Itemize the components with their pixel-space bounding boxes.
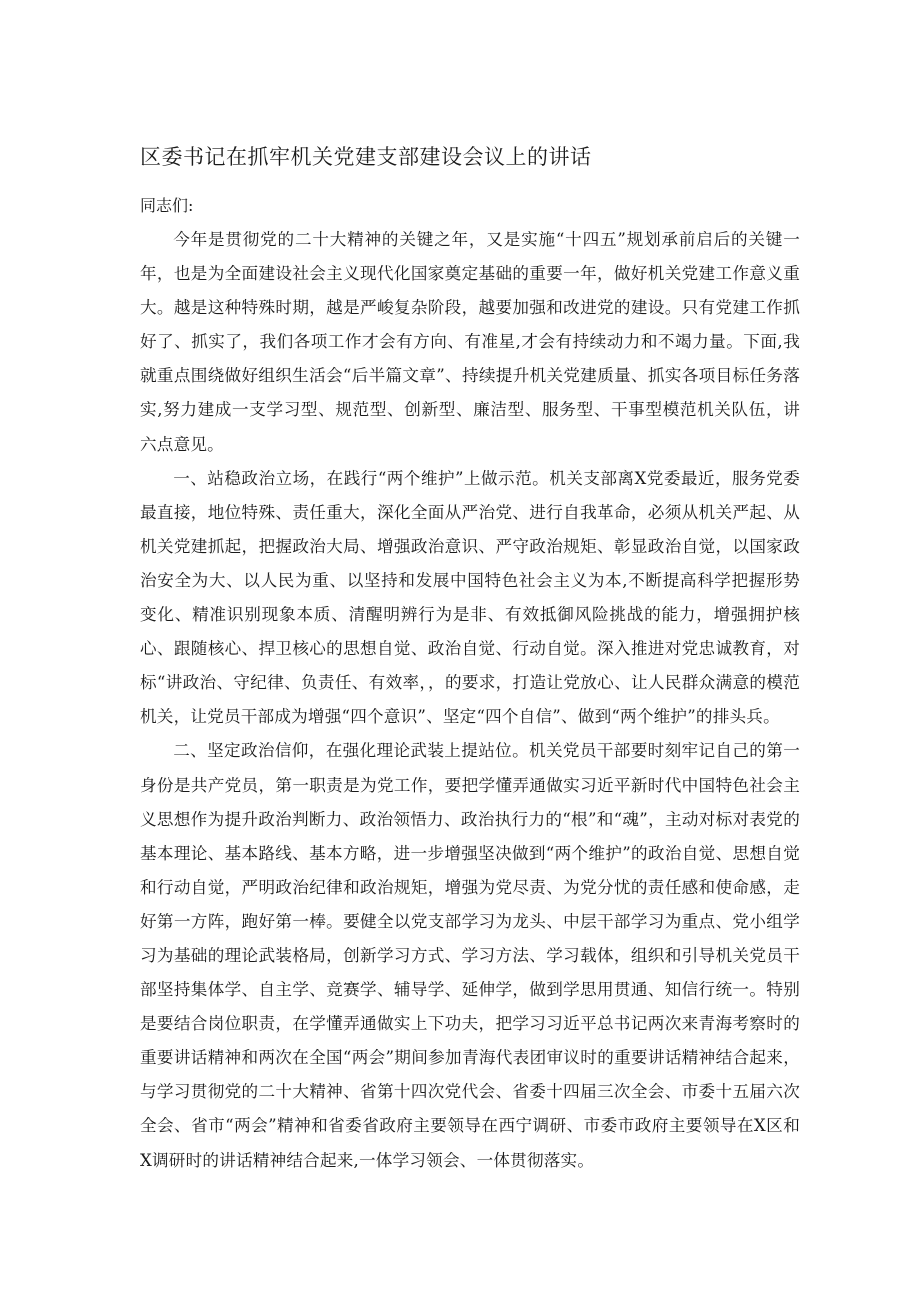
paragraph-section-two: 二、坚定政治信仰，在强化理论武装上提站位。机关党员干部要时刻牢记自己的第一身份是共产党员，第一职责是为党工作，要把学懂弄通做实习近平新时代中国特色社会主义思想作为提升政治判断力、政治领悟力、政治执行力的“根”和“魂”，主动对标对表党的基本理论、基本路线、基本方略，进一步增强坚决做到“两个维护”的政治自觉、思想自觉和行动自觉，严明政治纪律和政治规矩，增强为党尽责、为党分忧的责任感和使命感，走好第一方阵，跑好第一棒。要健全以党支部学习为龙头、中层干部学习为重点、党小组学习为基础的理论武装格局，创新学习方式、学习方法、学习载体，组织和引导机关党员干部坚持集体学、自主学、竞赛学、辅导学、延伸学，做到学思用贯通、知信行统一。特别是要结合岗位职责，在学懂弄通做实上下功夫，把学习习近平总书记两次来青海考察时的重要讲话精神和两次在全国“两会”期间参加青海代表团审议时的重要讲话精神结合起来，与学习贯彻党的二十大精神、省第十四次党代会、省委十四届三次全会、市委十五届六次全会、省市“两会”精神和省委省政府主要领导在西宁调研、市委市政府主要领导在X区和X调研时的讲话精神结合起来,一体学习领会、一体贯彻落实。 [140,741,800,1170]
salutation: 同志们: [140,196,194,215]
paragraph-section-one: 一、站稳政治立场，在践行“两个维护”上做示范。机关支部离X党委最近，服务党委最直接，地位特殊、责任重大，深化全面从严治党、进行自我革命，必须从机关严起、从机关党建抓起，把握政治大局、增强政治意识、严守政治规矩、彰显政治自觉，以国家政治安全为大、以人民为重、以坚持和发展中国特色社会主义为本,不断提高科学把握形势变化、精准识别现象本质、清醒明辨行为是非、有效抵御风险挑战的能力，增强拥护核心、跟随核心、捍卫核心的思想自觉、政治自觉、行动自觉。深入推进对党忠诚教育，对标“讲政治、守纪律、负责任、有效率，，的要求，打造让党放心、让人民群众满意的模范机关，让党员干部成为增强“四个意识”、坚定“四个自信”、做到“两个维护”的排头兵。 [140,468,800,727]
document-body [140,137,800,1178]
paragraph-intro: 今年是贯彻党的二十大精神的关键之年，又是实施“十四五”规划承前启后的关键一年，也是为全面建设社会主义现代化国家奠定基础的重要一年，做好机关党建工作意义重大。越是这种特殊时期，越是严峻复杂阶段，越要加强和改进党的建设。只有党建工作抓好了、抓实了，我们各项工作才会有方向、有准星,才会有持续动力和不竭力量。下面,我就重点围绕做好组织生活会“后半篇文章”、持续提升机关党建质量、抓实各项目标任务落实,努力建成一支学习型、规范型、创新型、廉洁型、服务型、干事型模范机关队伍，讲六点意见。 [140,230,800,454]
document-title: 区委书记在抓牢机关党建支部建设会议上的讲话 [140,145,592,169]
